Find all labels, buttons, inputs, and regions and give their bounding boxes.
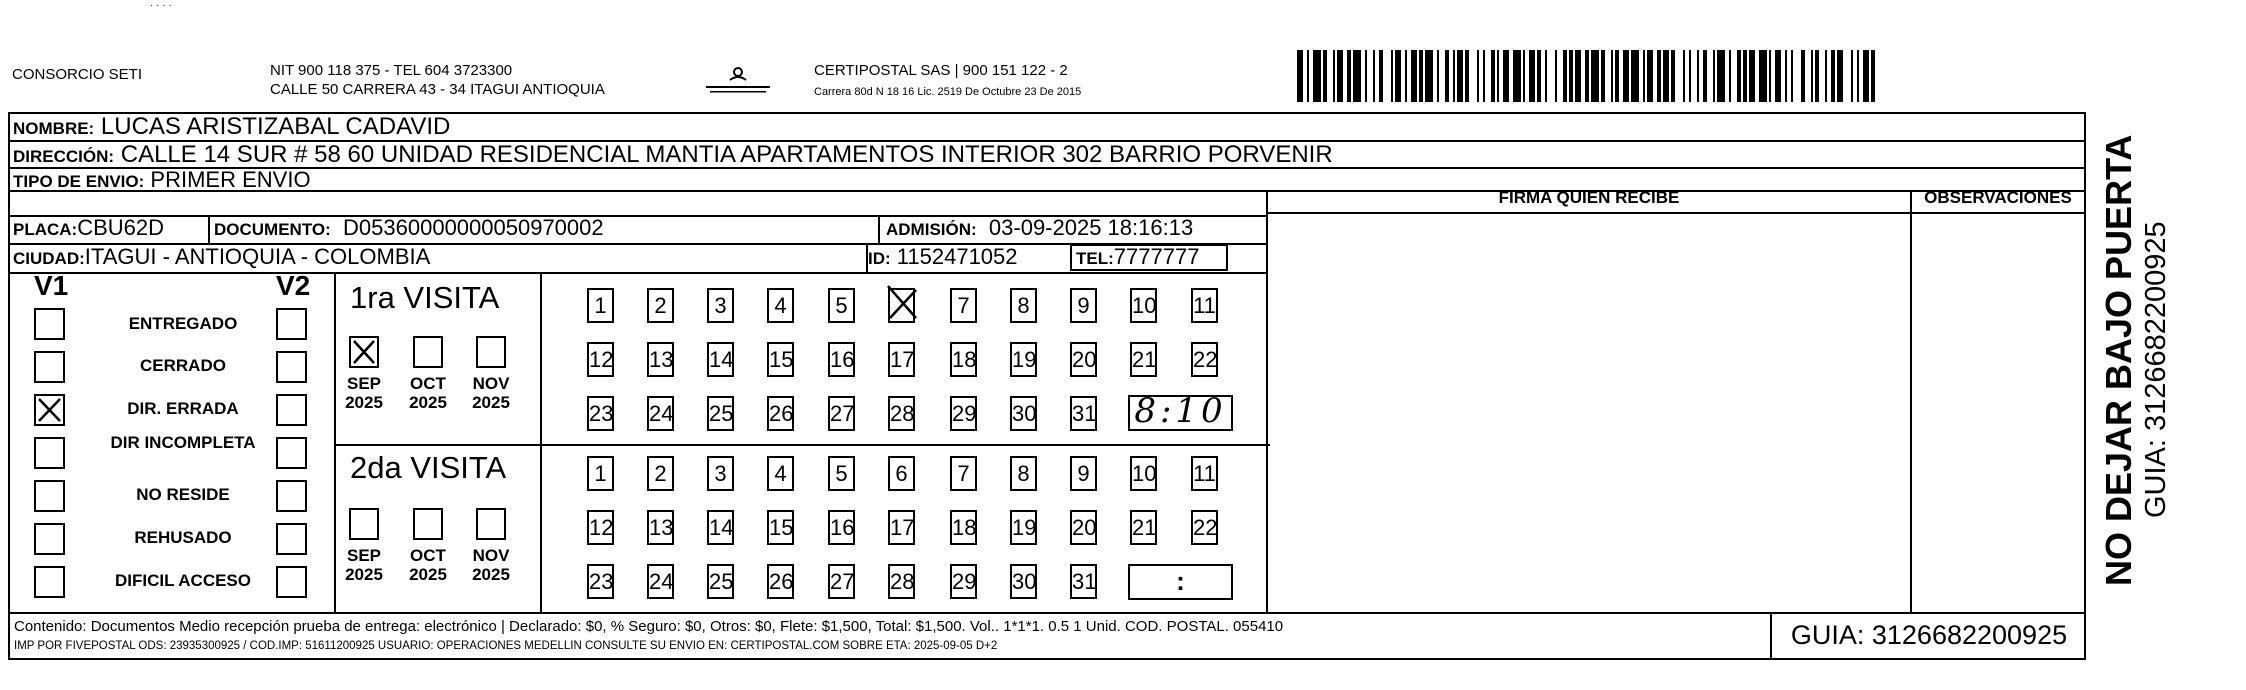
- visit1-month-label: NOV: [472, 374, 510, 393]
- visit1-day-box[interactable]: [587, 396, 614, 431]
- visit1-day-box[interactable]: [1191, 288, 1218, 323]
- visit2-day-box[interactable]: [707, 510, 734, 545]
- visit2-day-box[interactable]: [767, 456, 794, 491]
- nit-line-2: CALLE 50 CARRERA 43 - 34 ITAGUI ANTIOQUIA: [270, 81, 605, 98]
- day-number: 3: [714, 461, 727, 486]
- visit1-month-label: OCT: [410, 374, 446, 393]
- admision-label: ADMISIÓN:: [886, 220, 977, 239]
- day-number: 21: [1132, 515, 1157, 540]
- visit1-title: 1ra VISITA: [350, 280, 500, 315]
- visit2-day-box[interactable]: [950, 564, 977, 599]
- visit2-day-box[interactable]: [707, 456, 734, 491]
- admission-date: 03-09-2025 18:16:13: [988, 215, 1194, 240]
- visit1-day-box[interactable]: [767, 288, 794, 323]
- day-number: 16: [830, 515, 855, 540]
- document-number: D05360000000050970002: [343, 215, 604, 240]
- visit2-day-box[interactable]: [707, 564, 734, 599]
- day-number: 2: [654, 461, 667, 486]
- day-number: 29: [952, 401, 977, 426]
- recipient-name: LUCAS ARISTIZABAL CADAVID: [100, 113, 451, 140]
- day-number: 8: [1017, 293, 1030, 318]
- visit2-month-checkbox[interactable]: [349, 508, 379, 540]
- certipostal-line-2: Carrera 80d N 18 16 Lic. 2519 De Octubre 23 De 2015: [814, 86, 1082, 98]
- status-label: NO RESIDE: [136, 485, 230, 504]
- visit2-month-label: NOV: [472, 546, 510, 565]
- visit2-day-box[interactable]: [1010, 456, 1037, 491]
- visit2-day-box[interactable]: [587, 456, 614, 491]
- city: ITAGUI - ANTIOQUIA - COLOMBIA: [84, 244, 431, 269]
- visit2-day-box[interactable]: [828, 564, 855, 599]
- visit1-day-box[interactable]: [1070, 342, 1097, 377]
- visit1-day-box[interactable]: [1010, 396, 1037, 431]
- day-number: 31: [1072, 569, 1097, 594]
- visit1-day-box[interactable]: [1130, 288, 1157, 323]
- status-v2-checkbox[interactable]: [276, 437, 307, 469]
- visit1-year-label: 2025: [409, 393, 447, 412]
- visit1-day-box[interactable]: [828, 396, 855, 431]
- day-number: 14: [709, 515, 734, 540]
- visit2-month-checkbox[interactable]: [476, 508, 506, 540]
- nombre-label: NOMBRE:: [13, 119, 95, 138]
- day-number: 23: [589, 569, 614, 594]
- visit2-day-box[interactable]: [828, 456, 855, 491]
- direccion-label: DIRECCIÓN:: [13, 147, 115, 166]
- visit1-day-box[interactable]: [1191, 342, 1218, 377]
- visit1-day-box[interactable]: [767, 342, 794, 377]
- status-label: REHUSADO: [134, 528, 232, 547]
- day-number: 19: [1012, 347, 1037, 372]
- visit1-day-box[interactable]: [1010, 342, 1037, 377]
- day-number: 10: [1132, 461, 1157, 486]
- placa-field: [13, 214, 164, 244]
- day-number: 30: [1012, 401, 1037, 426]
- day-number: 27: [830, 569, 855, 594]
- status-v1-checkbox[interactable]: [34, 351, 65, 383]
- day-number: 1: [594, 461, 607, 486]
- day-number: 11: [1193, 293, 1216, 318]
- visit1-day-box[interactable]: [1070, 288, 1097, 323]
- day-number: 19: [1012, 515, 1037, 540]
- visit2-day-box[interactable]: [587, 564, 614, 599]
- day-number: 15: [769, 347, 794, 372]
- day-number: 18: [952, 347, 977, 372]
- visit2-day-box[interactable]: [828, 510, 855, 545]
- barcode-icon: [1297, 50, 1919, 102]
- tipo-label: TIPO DE ENVIO:: [13, 172, 145, 191]
- visit1-month-checkbox[interactable]: [476, 336, 506, 368]
- tel-label: TEL:: [1076, 249, 1114, 268]
- tipo-row: [13, 166, 311, 196]
- day-number: 14: [709, 347, 734, 372]
- visit2-day-box[interactable]: [767, 510, 794, 545]
- visit2-day-box[interactable]: [1010, 510, 1037, 545]
- status-v2-checkbox[interactable]: [276, 394, 307, 426]
- visit2-time: :: [1176, 566, 1185, 596]
- visit2-day-box[interactable]: [647, 564, 674, 599]
- visit1-day-box[interactable]: [1010, 288, 1037, 323]
- visit1-day-box[interactable]: [950, 396, 977, 431]
- side-warning: NO DEJAR BAJO PUERTA: [2098, 134, 2139, 586]
- id-label: ID:: [868, 249, 891, 268]
- footer-guia: GUIA: 3126682200925: [1790, 620, 2068, 650]
- visit1-day-box[interactable]: [647, 342, 674, 377]
- visit1-month-label: SEP: [346, 374, 382, 393]
- day-number: 9: [1077, 461, 1090, 486]
- shipment-type: PRIMER ENVIO: [150, 167, 311, 192]
- status-v1-checkbox[interactable]: [34, 566, 65, 598]
- day-number: 21: [1132, 347, 1157, 372]
- day-number: 20: [1072, 347, 1097, 372]
- status-label: DIFICIL ACCESO: [114, 571, 251, 590]
- day-number: 13: [649, 347, 674, 372]
- observaciones-header: OBSERVACIONES: [1924, 188, 2072, 207]
- visit1-month-checkbox[interactable]: [413, 336, 443, 368]
- ciudad-label: CIUDAD:: [13, 249, 85, 268]
- status-v1-checkbox[interactable]: [34, 394, 65, 426]
- day-number: 3: [714, 293, 727, 318]
- day-number: 9: [1077, 293, 1090, 318]
- visit1-month-checkbox[interactable]: [349, 336, 379, 368]
- day-number: 29: [952, 569, 977, 594]
- visit2-month-label: OCT: [410, 546, 446, 565]
- day-number: 24: [649, 569, 674, 594]
- day-number: 8: [1017, 461, 1030, 486]
- day-number: 12: [589, 515, 614, 540]
- visit1-day-box[interactable]: [950, 288, 977, 323]
- day-number: 24: [649, 401, 674, 426]
- day-number: 4: [774, 293, 787, 318]
- visit1-day-box[interactable]: [1070, 396, 1097, 431]
- visit2-day-box[interactable]: [1130, 456, 1157, 491]
- visit2-day-box[interactable]: [647, 510, 674, 545]
- day-number: 28: [890, 401, 915, 426]
- visit2-year-label: 2025: [345, 565, 383, 584]
- visit2-day-box[interactable]: [1191, 456, 1218, 491]
- visit2-day-box[interactable]: [1130, 510, 1157, 545]
- visit1-year-label: 2025: [345, 393, 383, 412]
- visit2-day-box[interactable]: [1070, 564, 1097, 599]
- x-check-icon: [886, 284, 920, 322]
- status-v2-checkbox[interactable]: [276, 308, 307, 340]
- status-v2-checkbox[interactable]: [276, 480, 307, 512]
- visit1-day-box[interactable]: [587, 288, 614, 323]
- day-number: 25: [709, 569, 734, 594]
- placa-label: PLACA:: [13, 220, 78, 239]
- visit1-day-box[interactable]: [1130, 342, 1157, 377]
- day-number: 2: [654, 293, 667, 318]
- day-number: 26: [769, 569, 794, 594]
- visit2-day-box[interactable]: [950, 510, 977, 545]
- day-number: 15: [769, 515, 794, 540]
- x-check-icon: [36, 396, 63, 424]
- visit1-day-box[interactable]: [767, 396, 794, 431]
- day-number: 16: [830, 347, 855, 372]
- status-v1-checkbox[interactable]: [34, 308, 65, 340]
- documento-field: [214, 214, 604, 244]
- visit2-day-box[interactable]: [888, 510, 915, 545]
- visit2-day-box[interactable]: [1191, 510, 1218, 545]
- visit2-day-box[interactable]: [767, 564, 794, 599]
- visit1-day-box[interactable]: [707, 288, 734, 323]
- visit1-day-box[interactable]: [828, 342, 855, 377]
- visit2-year-label: 2025: [409, 565, 447, 584]
- nombre-row: [13, 113, 450, 143]
- visit2-day-box[interactable]: [587, 510, 614, 545]
- day-number: 12: [589, 347, 614, 372]
- day-number: 1: [594, 293, 607, 318]
- status-v2-checkbox[interactable]: [276, 523, 307, 555]
- day-number: 10: [1132, 293, 1157, 318]
- x-check-icon: [351, 338, 377, 366]
- visit1-day-box[interactable]: [888, 396, 915, 431]
- day-number: 31: [1072, 401, 1097, 426]
- visit1-day-box[interactable]: [587, 342, 614, 377]
- visit1-day-box[interactable]: [888, 288, 915, 323]
- id-field: [868, 243, 1018, 273]
- visit2-day-box[interactable]: [1070, 456, 1097, 491]
- day-number: 13: [649, 515, 674, 540]
- visit1-day-box[interactable]: [647, 396, 674, 431]
- visit2-day-box[interactable]: [888, 564, 915, 599]
- visit1-day-box[interactable]: [828, 288, 855, 323]
- visit1-day-box[interactable]: [888, 342, 915, 377]
- status-v2-checkbox[interactable]: [276, 351, 307, 383]
- id-number: 1152471052: [896, 244, 1018, 269]
- phone: 7777777: [1113, 244, 1200, 269]
- certipostal-logo-icon: [700, 64, 776, 98]
- status-v1-checkbox[interactable]: [34, 480, 65, 512]
- day-number: 30: [1012, 569, 1037, 594]
- day-number: 23: [589, 401, 614, 426]
- plate: CBU62D: [77, 215, 165, 240]
- certipostal-line-1: CERTIPOSTAL SAS | 900 151 122 - 2: [814, 62, 1068, 79]
- day-number: 18: [952, 515, 977, 540]
- day-number: 27: [830, 401, 855, 426]
- company-name: CONSORCIO SETI: [12, 66, 143, 83]
- day-number: 7: [957, 293, 970, 318]
- corner-dots: · · · ·: [150, 0, 172, 11]
- status-label: DIR. ERRADA: [127, 399, 239, 418]
- status-v2-checkbox[interactable]: [276, 566, 307, 598]
- status-v1-checkbox[interactable]: [34, 523, 65, 555]
- firma-header: FIRMA QUIEN RECIBE: [1498, 188, 1680, 207]
- visit2-month-label: SEP: [346, 546, 382, 565]
- visit1-day-box[interactable]: [707, 396, 734, 431]
- visit1-day-box[interactable]: [647, 288, 674, 323]
- visit2-day-box[interactable]: [888, 456, 915, 491]
- day-number: 17: [890, 515, 915, 540]
- day-number: 22: [1193, 347, 1218, 372]
- ciudad-field: [13, 243, 430, 273]
- day-number: 20: [1072, 515, 1097, 540]
- visit2-month-checkbox[interactable]: [413, 508, 443, 540]
- day-number: 22: [1193, 515, 1218, 540]
- visit2-day-box[interactable]: [647, 456, 674, 491]
- visit1-day-box[interactable]: [950, 342, 977, 377]
- status-v1-checkbox[interactable]: [34, 437, 65, 469]
- side-guia: GUIA: 3126682200925: [2140, 221, 2172, 518]
- visit2-title: 2da VISITA: [350, 450, 507, 485]
- footer-content: Contenido: Documentos Medio recepción prueba de entrega: electrónico | Declarado: $0, % Seguro: $0, Otros: $0, Flete: $1,500, Total: $1,500. Vol.. 1*1*1. 0.5 1 Unid. COD. POSTAL. 055410: [14, 618, 1284, 635]
- recipient-address: CALLE 14 SUR # 58 60 UNIDAD RESIDENCIAL MANTIA APARTAMENTOS INTERIOR 302 BARRIO PORVENIR: [120, 141, 1333, 168]
- v1-label: V1: [34, 270, 69, 301]
- admision-field: [886, 214, 1193, 244]
- day-number: 5: [835, 461, 848, 486]
- visit1-time: 8:10: [1134, 391, 1227, 431]
- visit2-day-box[interactable]: [1070, 510, 1097, 545]
- day-number: 11: [1193, 461, 1216, 486]
- visit1-day-box[interactable]: [707, 342, 734, 377]
- day-number: 26: [769, 401, 794, 426]
- day-number: 25: [709, 401, 734, 426]
- documento-label: DOCUMENTO:: [214, 220, 331, 239]
- status-label: ENTREGADO: [128, 314, 238, 333]
- visit2-day-box[interactable]: [950, 456, 977, 491]
- v2-label: V2: [276, 270, 311, 301]
- day-number: 7: [957, 461, 970, 486]
- footer-imp: IMP POR FIVEPOSTAL ODS: 23935300925 / COD.IMP: 51611200925 USUARIO: OPERACIONES MEDELLIN CONSULTE SU ENVIO EN: CERTIPOSTAL.COM SOBRE ETA: 2025-09-05 D+2: [14, 640, 998, 652]
- day-number: 4: [774, 461, 787, 486]
- tel-field: [1076, 243, 1199, 273]
- status-label: CERRADO: [140, 356, 226, 375]
- visit2-year-label: 2025: [472, 565, 510, 584]
- day-number: 28: [890, 569, 915, 594]
- day-number: 17: [890, 347, 915, 372]
- visit1-year-label: 2025: [472, 393, 510, 412]
- day-number: 5: [835, 293, 848, 318]
- nit-line-1: NIT 900 118 375 - TEL 604 3723300: [270, 62, 513, 79]
- day-number: 6: [895, 461, 908, 486]
- visit2-day-box[interactable]: [1010, 564, 1037, 599]
- status-label: DIR INCOMPLETA: [110, 433, 256, 452]
